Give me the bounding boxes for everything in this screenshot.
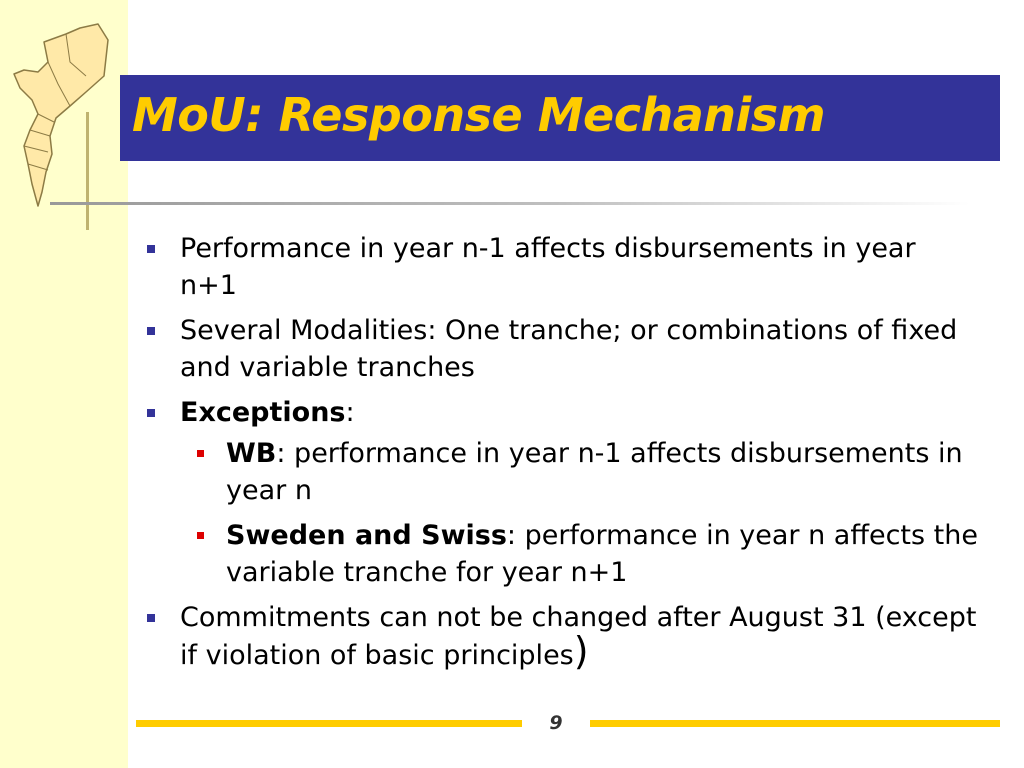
bullet-text: Several Modalities: One tranche; or combinations of fixed and variable tranches — [180, 315, 958, 383]
bullet-text: : — [345, 397, 355, 428]
mozambique-map-icon — [8, 14, 118, 224]
bullet-bold-text: Exceptions — [180, 397, 346, 428]
square-bullet-icon — [197, 450, 204, 457]
bullet-item — [140, 230, 980, 304]
bullet-item — [140, 599, 980, 674]
square-bullet-icon — [147, 245, 155, 253]
closing-paren: ) — [573, 629, 589, 673]
slide-title: MoU: Response Mechanism — [132, 88, 826, 142]
sub-bullet-text: : performance in year n affects the variable tranche for year n+1 — [226, 520, 978, 588]
bullet-text: Performance in year n-1 affects disbursements in year n+1 — [180, 233, 916, 301]
footer-line-right — [590, 720, 1000, 727]
bullet-item — [140, 394, 980, 591]
square-bullet-icon — [197, 532, 204, 539]
bullet-text: Commitments can not be changed after August 31 (except if violation of basic principles — [180, 602, 977, 671]
sub-bullet-bold-text: WB — [226, 438, 277, 469]
slide-content — [140, 230, 980, 682]
decor-vertical-line — [86, 112, 89, 230]
sub-bullet-item — [180, 517, 980, 591]
sub-bullet-list — [180, 435, 980, 591]
square-bullet-icon — [147, 614, 155, 622]
title-divider — [50, 202, 970, 205]
sub-bullet-bold-text: Sweden and Swiss — [226, 520, 507, 551]
square-bullet-icon — [147, 327, 155, 335]
sub-bullet-text: : performance in year n-1 affects disbursements in year n — [226, 438, 963, 506]
page-number: 9 — [549, 712, 563, 734]
footer-line-left — [136, 720, 522, 727]
square-bullet-icon — [147, 409, 155, 417]
bullet-item — [140, 312, 980, 386]
bullet-list — [140, 230, 980, 674]
sub-bullet-item — [180, 435, 980, 509]
